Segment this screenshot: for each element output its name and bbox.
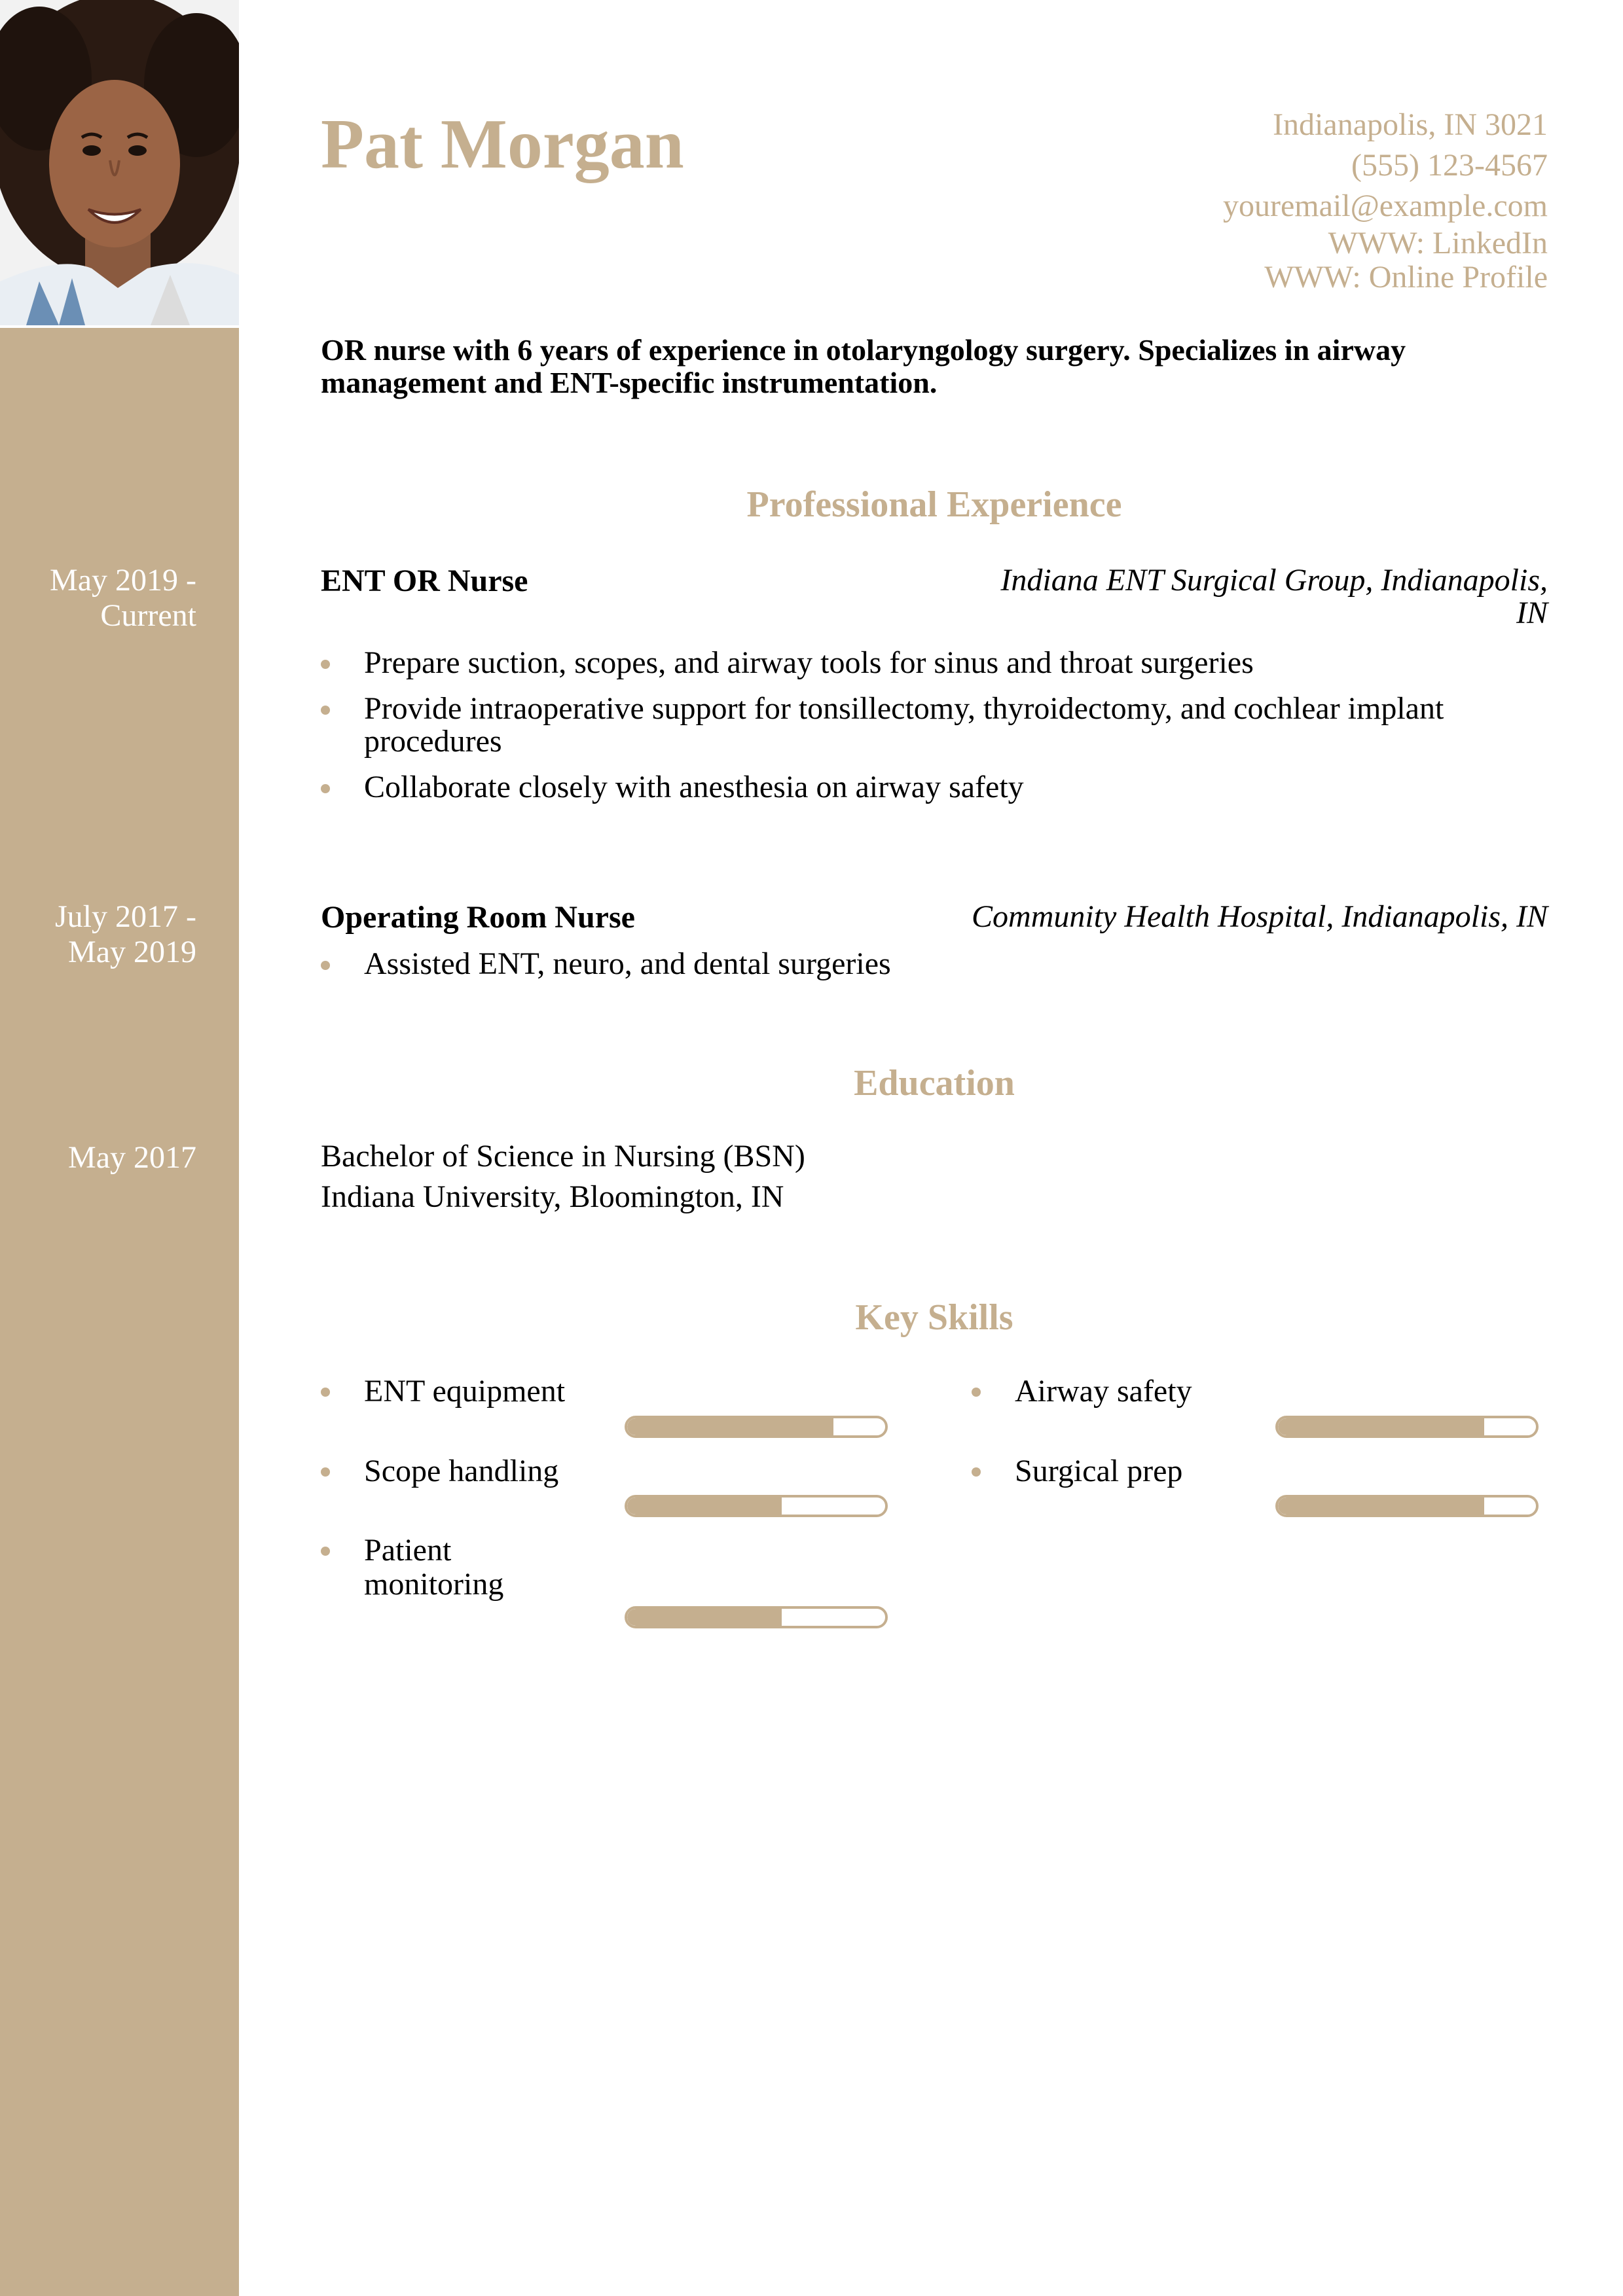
skill-bar-fill [627,1418,833,1435]
job-1-dates [0,563,196,634]
job-1-company-line-1: Indiana ENT Surgical Group, Indianapolis, [1000,563,1548,598]
skill-bar [1275,1416,1539,1438]
profile-photo [0,0,239,325]
section-title-education: Education [854,1063,1015,1103]
candidate-name: Pat Morgan [321,105,684,183]
contact-info [1089,105,1548,295]
bullet-text: Collaborate closely with anesthesia on airway safety [364,770,1024,804]
job-2-company [972,901,1548,933]
bullet-icon [321,1388,330,1397]
skill-label: ENT equipment [364,1374,566,1408]
bullet-icon [321,784,330,793]
bullet-text: Prepare suction, scopes, and airway tools for sinus and throat surgeries [364,645,1254,680]
section-title-experience: Professional Experience [746,484,1122,525]
list-item [321,948,1552,980]
job-2-dates [0,899,196,970]
bullet-icon [321,660,330,669]
job-2-date-start: July 2017 - [55,899,196,934]
job-1-company-line-2: IN [1516,596,1548,630]
job-1-company [1000,564,1548,630]
online-profile-link[interactable]: WWW: Online Profile [1264,260,1548,295]
bullet-icon [972,1467,981,1477]
bullet-text: Assisted ENT, neuro, and dental surgeries [364,946,891,981]
job-1-title: ENT OR Nurse [321,564,528,598]
list-item [321,692,1552,758]
job-2-title: Operating Room Nurse [321,900,635,935]
list-item [321,771,1552,804]
list-item [321,647,1552,679]
job-2-company-line-1: Community Health Hospital, Indianapolis, IN [972,899,1548,934]
bullet-icon [972,1388,981,1397]
education-date: May 2017 [68,1140,196,1175]
bullet-icon [321,1547,330,1556]
skill-bar-fill [627,1609,782,1626]
skill-bar [625,1416,888,1438]
job-1-date-start: May 2019 - [50,563,196,598]
skill-label: Surgical prep [1015,1454,1183,1488]
job-2-date-end: May 2019 [68,935,196,969]
skill-label: Airway safety [1015,1374,1192,1408]
skill-bar [625,1606,888,1628]
photo-divider [0,325,239,328]
bullet-icon [321,1467,330,1477]
bullet-text: Provide intraoperative support for tonsillectomy, thyroidectomy, and cochlear implant procedures [364,691,1444,759]
skill-bar-fill [1278,1418,1484,1435]
job-1-date-end: Current [100,598,196,633]
email-link[interactable]: youremail@example.com [1222,188,1548,223]
bullet-icon [321,706,330,715]
skill-label: Scope handling [364,1454,559,1488]
job-1-bullets [321,647,1552,817]
education-school: Indiana University, Bloomington, IN [321,1179,784,1214]
address-text: Indianapolis, IN 3021 [1273,107,1548,142]
education-degree: Bachelor of Science in Nursing (BSN) [321,1139,805,1174]
job-2-bullets [321,948,1552,994]
summary-text: OR nurse with 6 years of experience in otolaryngology surgery. Specializes in airway management and ENT-specific instrumentation. [321,333,1406,399]
skill-label: Patient monitoring [364,1533,504,1602]
skill-bar [1275,1495,1539,1517]
skill-bar-fill [627,1498,782,1515]
phone-text: (555) 123-4567 [1351,148,1548,183]
skill-bar [625,1495,888,1517]
skill-bar-fill [1278,1498,1484,1515]
section-title-skills: Key Skills [855,1297,1013,1338]
bullet-icon [321,961,330,970]
linkedin-link[interactable]: WWW: LinkedIn [1328,226,1548,260]
